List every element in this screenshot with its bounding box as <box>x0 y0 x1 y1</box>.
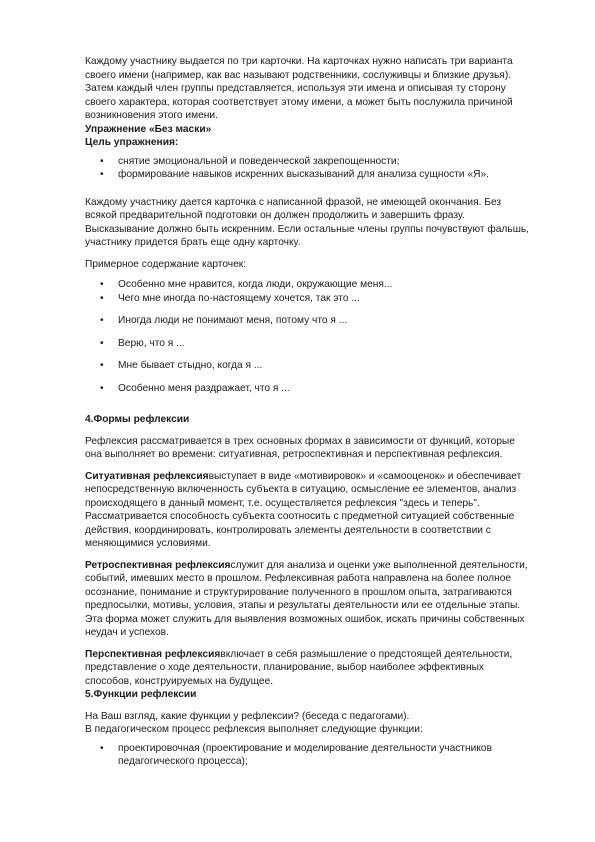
section5-title: 5.Функции рефлексии <box>85 689 197 700</box>
list-item: • Особенно мне нравится, когда люди, окружающие меня... <box>85 278 533 292</box>
retro-text: служит для анализа и оценки уже выполненной деятельности, событий, имевших место в прошлом. Рефлексивная работа направлена на более полное осознание, понимание и структурирование полученного в прошлом опыта, затрагиваются предпосылки, мотивы, условия, этапы и результаты деятельности или ее отдельные этапы. Эта форма может служить для выявления возможных ошибок, искать причины собственных неудач и успехов. <box>85 559 528 638</box>
list-item: • Иногда люди не понимают меня, потому что я ... <box>85 314 533 328</box>
cards-list <box>85 278 533 395</box>
section4-intro: Рефлексия рассматривается в трех основных формах в зависимости от функций, которые она выполняет во времени: ситуативная, ретроспективная и перспективная рефлексия. <box>85 435 515 460</box>
persp-paragraph <box>85 648 533 689</box>
situational-paragraph <box>85 470 533 551</box>
list-item: • проектировочная (проектирование и моделирование деятельности участников педагогического процесса); <box>85 742 533 769</box>
functions-list <box>85 742 533 769</box>
list-item: • Мне бывает стыдно, когда я ... <box>85 359 533 373</box>
situational-text: выступает в виде «мотивировок» и «самооценок» и обеспечивает непосредственную включенность субъекта в ситуацию, осмысление ее элементов, анализ происходящего в данный момент, т.е. осуществляется рефлексия "здесь и теперь". Рассматривается способность субъекта соотносить с предметной ситуацией собственные действия, координировать, контролировать элементы деятельности в соответствии с меняющимися условиями. <box>85 470 522 549</box>
section5-question: На Ваш взгляд, какие функции у рефлексии? (беседа с педагогами). <box>85 710 410 722</box>
section5-lead: В педагогическом процесс рефлексия выполняет следующие функции: <box>85 724 423 735</box>
retro-term: Ретроспективная рефлексия <box>85 559 231 571</box>
list-item: • формирование навыков искренних высказываний для анализа сущности «Я». <box>85 168 533 182</box>
card-intro: Примерное содержание карточек: <box>85 258 247 270</box>
section4-title: 4.Формы рефлексии <box>85 414 190 425</box>
situational-term: Ситуативная рефлексия <box>85 470 209 482</box>
persp-term: Перспективная рефлексия <box>85 648 221 660</box>
persp-text: включает в себя размышление о предстоящей деятельности, представление о ходе деятельности, планирование, выбор наиболее эффективных способов, конструируемых на будущее. <box>85 648 513 687</box>
list-item: • Чего мне иногда по-настоящему хочется, так это ... <box>85 292 533 306</box>
instruction-paragraph: Каждому участнику дается карточка с написанной фразой, не имеющей окончания. Без всякой предварительной подготовки он должен продолжить и завершить фразу. Высказывание должно быть искренним. Если остальные члены группы почувствуют фальшь, участнику придется брать еще одну карточку. <box>85 196 530 248</box>
exercise-title: Упражнение «Без маски» <box>85 123 212 135</box>
goals-list <box>85 155 533 182</box>
list-item: • снятие эмоциональной и поведенческой закрепощенности; <box>85 155 533 169</box>
goal-title: Цель упражнения: <box>85 137 179 148</box>
retro-paragraph <box>85 559 533 640</box>
intro-paragraph: Каждому участнику выдается по три карточки. На карточках нужно написать три варианта своего имени (например, как вас называют родственники, сослуживцы и близкие друзья). Затем каждый член группы представляется, используя эти имена и описывая ту сторону своего характера, которая соответствует этому имени, а может быть послужила причиной возникновения этого имени. <box>85 56 513 121</box>
list-item: • Верю, что я ... <box>85 337 533 351</box>
list-item: • Особенно меня раздражает, что я ... <box>85 382 533 396</box>
